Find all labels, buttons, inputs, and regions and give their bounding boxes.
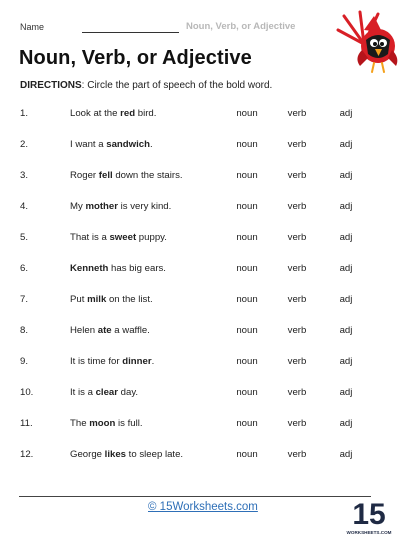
option-adj[interactable]: adj bbox=[339, 201, 353, 212]
question-sentence: It is time for dinner. bbox=[70, 356, 155, 367]
question-row bbox=[0, 325, 416, 341]
option-adj[interactable]: adj bbox=[339, 356, 353, 367]
option-verb[interactable]: verb bbox=[287, 356, 307, 367]
option-noun[interactable]: noun bbox=[236, 139, 258, 150]
option-adj[interactable]: adj bbox=[339, 418, 353, 429]
bold-word: moon bbox=[89, 418, 116, 429]
option-adj[interactable]: adj bbox=[339, 387, 353, 398]
option-adj[interactable]: adj bbox=[339, 449, 353, 460]
bold-word: dinner bbox=[122, 356, 152, 367]
question-row bbox=[0, 263, 416, 279]
question-row bbox=[0, 449, 416, 465]
option-noun[interactable]: noun bbox=[236, 387, 258, 398]
directions bbox=[20, 80, 272, 91]
footer-divider bbox=[19, 496, 371, 497]
question-number: 5. bbox=[20, 232, 29, 243]
option-verb[interactable]: verb bbox=[287, 170, 307, 181]
question-number: 9. bbox=[20, 356, 29, 367]
question-row bbox=[0, 387, 416, 403]
question-number: 4. bbox=[20, 201, 29, 212]
option-verb[interactable]: verb bbox=[287, 263, 307, 274]
option-verb[interactable]: verb bbox=[287, 325, 307, 336]
question-sentence: Helen ate a waffle. bbox=[70, 325, 150, 336]
directions-label: DIRECTIONS bbox=[20, 80, 82, 91]
15worksheets-logo-icon bbox=[346, 496, 392, 536]
name-label: Name bbox=[20, 22, 45, 32]
option-noun[interactable]: noun bbox=[236, 356, 258, 367]
option-verb[interactable]: verb bbox=[287, 294, 307, 305]
option-adj[interactable]: adj bbox=[339, 170, 353, 181]
bold-word: fell bbox=[98, 170, 113, 181]
question-number: 12. bbox=[20, 449, 34, 460]
option-noun[interactable]: noun bbox=[236, 201, 258, 212]
question-row bbox=[0, 356, 416, 372]
bold-word: clear bbox=[95, 387, 118, 398]
question-sentence: It is a clear day. bbox=[70, 387, 139, 398]
question-number: 11. bbox=[20, 418, 33, 429]
question-row bbox=[0, 418, 416, 434]
cardinal-bird-icon bbox=[334, 10, 406, 82]
bold-word: ate bbox=[97, 325, 112, 336]
option-verb[interactable]: verb bbox=[287, 232, 307, 243]
question-sentence: Put milk on the list. bbox=[70, 294, 153, 305]
question-row bbox=[0, 294, 416, 310]
question-row bbox=[0, 232, 416, 248]
option-verb[interactable]: verb bbox=[287, 418, 307, 429]
option-verb[interactable]: verb bbox=[287, 139, 307, 150]
question-sentence: The moon is full. bbox=[70, 418, 143, 429]
option-noun[interactable]: noun bbox=[236, 108, 258, 119]
question-number: 8. bbox=[20, 325, 29, 336]
option-verb[interactable]: verb bbox=[287, 108, 307, 119]
question-row bbox=[0, 139, 416, 155]
option-adj[interactable]: adj bbox=[339, 139, 353, 150]
question-row bbox=[0, 201, 416, 217]
directions-text: : Circle the part of speech of the bold word. bbox=[81, 80, 273, 91]
option-verb[interactable]: verb bbox=[287, 201, 307, 212]
option-noun[interactable]: noun bbox=[236, 263, 258, 274]
bold-word: Kenneth bbox=[70, 263, 109, 274]
question-sentence: That is a sweet puppy. bbox=[70, 232, 167, 243]
option-adj[interactable]: adj bbox=[339, 325, 353, 336]
bold-word: red bbox=[120, 108, 136, 119]
question-sentence: Roger fell down the stairs. bbox=[70, 170, 183, 181]
logo-number: 15 bbox=[352, 498, 386, 531]
option-verb[interactable]: verb bbox=[287, 449, 307, 460]
question-number: 1. bbox=[20, 108, 29, 119]
option-noun[interactable]: noun bbox=[236, 170, 258, 181]
question-number: 7. bbox=[20, 294, 29, 305]
question-row bbox=[0, 170, 416, 186]
bold-word: sweet bbox=[109, 232, 137, 243]
question-sentence: I want a sandwich. bbox=[70, 139, 153, 150]
option-adj[interactable]: adj bbox=[339, 108, 353, 119]
name-field-line[interactable] bbox=[82, 32, 179, 33]
option-adj[interactable]: adj bbox=[339, 263, 353, 274]
option-noun[interactable]: noun bbox=[236, 449, 258, 460]
option-noun[interactable]: noun bbox=[236, 325, 258, 336]
bold-word: mother bbox=[85, 201, 118, 212]
logo-caption: WORKSHEETS.COM bbox=[346, 530, 392, 535]
bold-word: likes bbox=[104, 449, 127, 460]
page-title: Noun, Verb, or Adjective bbox=[19, 47, 252, 69]
sheet-tag: Noun, Verb, or Adjective bbox=[186, 21, 296, 32]
question-sentence: My mother is very kind. bbox=[70, 201, 172, 212]
option-noun[interactable]: noun bbox=[236, 294, 258, 305]
question-row bbox=[0, 108, 416, 124]
question-number: 2. bbox=[20, 139, 29, 150]
option-verb[interactable]: verb bbox=[287, 387, 307, 398]
option-noun[interactable]: noun bbox=[236, 418, 258, 429]
option-noun[interactable]: noun bbox=[236, 232, 258, 243]
bold-word: milk bbox=[87, 294, 107, 305]
option-adj[interactable]: adj bbox=[339, 294, 353, 305]
question-number: 3. bbox=[20, 170, 29, 181]
question-sentence: George likes to sleep late. bbox=[70, 449, 184, 460]
question-number: 10. bbox=[20, 387, 34, 398]
question-sentence: Kenneth has big ears. bbox=[70, 263, 166, 274]
option-adj[interactable]: adj bbox=[339, 232, 353, 243]
question-sentence: Look at the red bird. bbox=[70, 108, 157, 119]
bold-word: sandwich bbox=[106, 139, 150, 150]
question-number: 6. bbox=[20, 263, 29, 274]
footer-copyright-link[interactable]: © 15Worksheets.com bbox=[148, 501, 258, 513]
